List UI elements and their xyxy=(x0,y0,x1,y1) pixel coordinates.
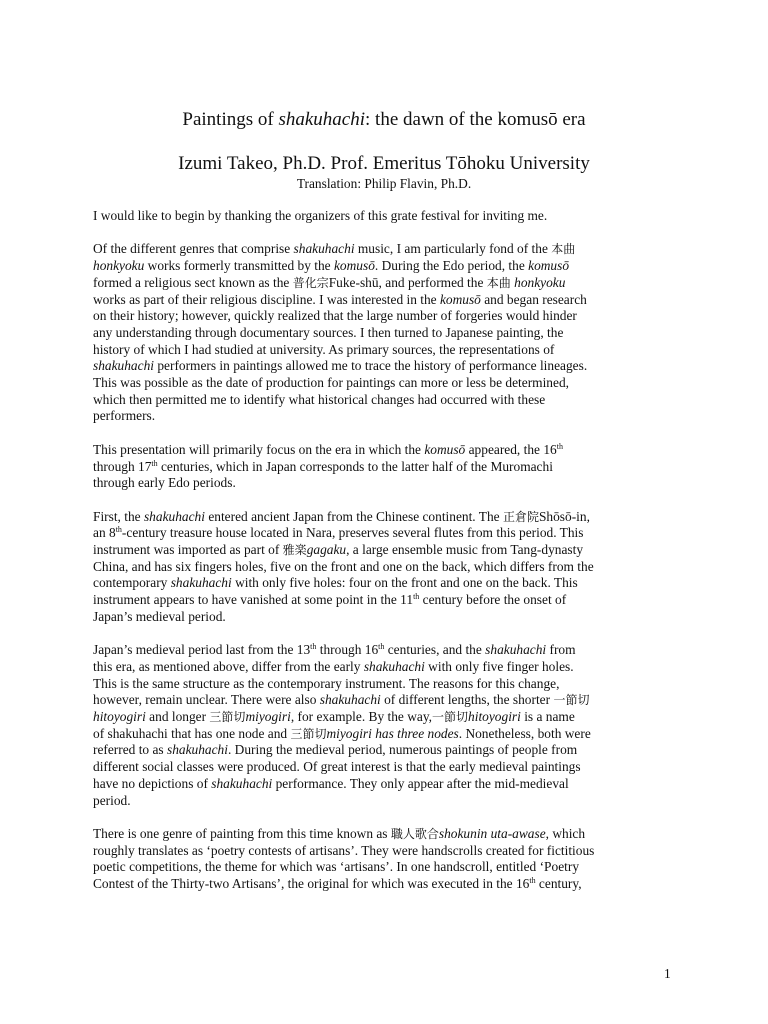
text-line: This presentation will primarily focus on the era in which the komusō appeared, the 16th xyxy=(93,441,563,457)
title-italic: shakuhachi xyxy=(278,109,366,130)
paragraph-5 xyxy=(93,642,677,809)
text-line: instrument was imported as part of 雅楽gagaku, a large ensemble music from Tang-dynasty xyxy=(93,542,584,558)
text-line: through early Edo periods. xyxy=(93,475,236,491)
text-line: contemporary shakuhachi with only five holes: four on the front and one on the back. This xyxy=(93,575,578,591)
title-text-end: : the dawn of the komusō era xyxy=(365,109,586,130)
page-title xyxy=(0,108,768,132)
title-text: Paintings of xyxy=(182,109,279,130)
text-line: any understanding through documentary sources. I then turned to Japanese painting, the xyxy=(93,324,564,340)
text-line: which then permitted me to identify what historical changes had occurred with these xyxy=(93,391,546,407)
text-line: however, remain unclear. There were also shakuhachi of different lengths, the shorter 一節切 xyxy=(93,692,590,708)
text-line: through 17th centuries, which in Japan corresponds to the latter half of the Muromachi xyxy=(93,458,553,474)
text-line: This is the same structure as the contemporary instrument. The reasons for this change, xyxy=(93,675,560,691)
paragraph-2 xyxy=(93,241,677,425)
text-line: referred to as shakuhachi. During the medieval period, numerous paintings of people from xyxy=(93,742,578,758)
translator-line: Translation: Philip Flavin, Ph.D. xyxy=(296,176,472,191)
text-line: Japan’s medieval period last from the 13th through 16th centuries, and the shakuhachi from xyxy=(93,642,576,658)
text-line: instrument appears to have vanished at some point in the 11th century before the onset of xyxy=(93,592,567,608)
text-line: of shakuhachi that has one node and 三節切miyogiri has three nodes. Nonetheless, both were xyxy=(93,725,591,741)
text-line: First, the shakuhachi entered ancient Japan from the Chinese continent. The 正倉院Shōsō-in, xyxy=(93,508,590,524)
paragraph-4 xyxy=(93,509,677,626)
paragraph-1 xyxy=(93,208,677,225)
text-line: roughly translates as ‘poetry contests of artisans’. They were handscrolls created for fictitious xyxy=(93,842,595,858)
text-line: There is one genre of painting from this time known as 職人歌合shokunin uta-awase, which xyxy=(93,825,586,841)
text-line: period. xyxy=(93,792,131,808)
text-line: Of the different genres that comprise shakuhachi music, I am particularly fond of the 本曲 xyxy=(93,241,576,257)
text-line: on their history; however, quickly realized that the large number of forgeries would hinder xyxy=(93,308,577,324)
text-line: this era, as mentioned above, differ from the early shakuhachi with only five finger holes. xyxy=(93,658,574,674)
document-body xyxy=(93,208,677,909)
text-line: an 8th-century treasure house located in Nara, preserves several flutes from this period. This xyxy=(93,525,584,541)
text-line: different social classes were produced. Of great interest is that the early medieval paintings xyxy=(93,759,581,775)
paragraph-3 xyxy=(93,442,677,492)
text-line: China, and has six fingers holes, five on the front and one on the back, which differs from the xyxy=(93,558,594,574)
text-line: works as part of their religious discipline. I was interested in the komusō and began research xyxy=(93,291,587,307)
text-line: This was possible as the date of production for paintings can more or less be determined, xyxy=(93,375,569,391)
text-line: I would like to begin by thanking the organizers of this grate festival for inviting me. xyxy=(93,208,548,223)
paragraph-6 xyxy=(93,826,677,893)
text-line: poetic competitions, the theme for which was ‘artisans’. In one handscroll, entitled ‘Poetry xyxy=(93,859,580,875)
author-line: Izumi Takeo, Ph.D. Prof. Emeritus Tōhoku University xyxy=(178,153,590,174)
text-line: hitoyogiri and longer 三節切miyogiri, for example. By the way,一節切hitoyogiri is a name xyxy=(93,709,575,725)
text-line: history of which I had studied at university. As primary sources, the representations of xyxy=(93,341,555,357)
text-line: Contest of the Thirty-two Artisans’, the original for which was executed in the 16th century, xyxy=(93,876,582,892)
page-number: 1 xyxy=(664,966,671,981)
text-line: performers. xyxy=(93,408,156,424)
text-line: honkyoku works formerly transmitted by the komusō. During the Edo period, the komusō xyxy=(93,258,570,274)
text-line: have no depictions of shakuhachi performance. They only appear after the mid-medieval xyxy=(93,775,569,791)
text-line: shakuhachi performers in paintings allowed me to trace the history of performance lineages. xyxy=(93,358,588,374)
text-line: Japan’s medieval period. xyxy=(93,608,226,624)
text-line: formed a religious sect known as the 普化宗Fuke-shū, and performed the 本曲 honkyoku xyxy=(93,274,566,290)
